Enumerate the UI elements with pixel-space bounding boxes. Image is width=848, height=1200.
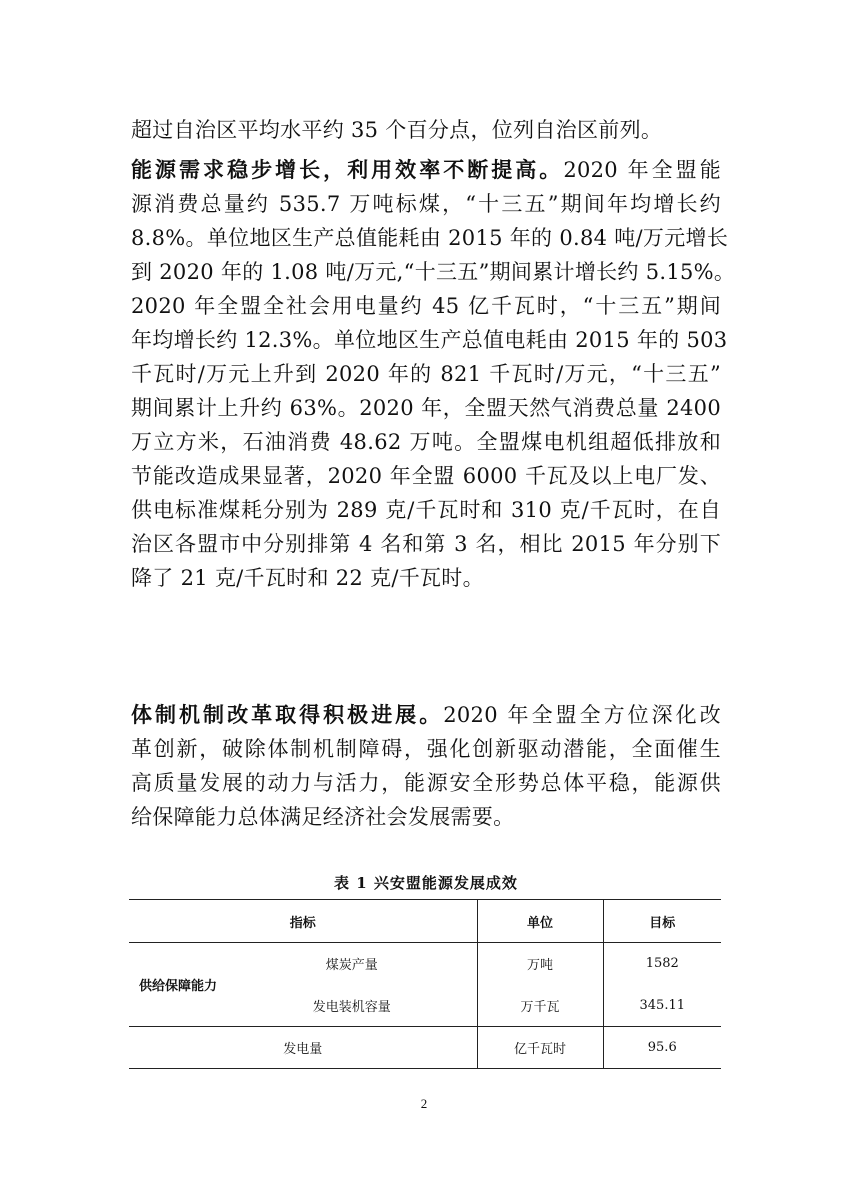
text-line: 年均增长约 12.3%。单位地区生产总值电耗由 2015 年的 503	[131, 328, 728, 352]
unit-cell: 万千瓦	[477, 985, 603, 1027]
energy-achievements-table	[129, 899, 721, 1069]
table-row	[129, 943, 721, 985]
text-line: 超过自治区平均水平约 35 个百分点，位列自治区前列。	[131, 118, 663, 142]
text-line: 千瓦时/万元上升到 2020 年的 821 千瓦时/万元，“十三五”	[131, 362, 721, 386]
paragraph-lead: 体制机制改革取得积极进展。	[131, 702, 444, 727]
category-cell: 供给保障能力	[129, 943, 227, 1027]
indicator-cell: 发电量	[129, 1027, 477, 1069]
header-indicator: 指标	[129, 900, 477, 943]
text-line: 革创新，破除体制机制障碍，强化创新驱动潜能，全面催生	[131, 737, 721, 761]
table-caption: 表 1 兴安盟能源发展成效	[334, 874, 518, 892]
text-line: 到 2020 年的 1.08 吨/万元,“十三五”期间累计增长约 5.15%。	[131, 260, 736, 284]
paragraph-continuation	[131, 113, 721, 147]
paragraph-reform	[131, 698, 721, 834]
table-header-row	[129, 900, 721, 943]
text-line: 万立方米，石油消费 48.62 万吨。全盟煤电机组超低排放和	[131, 430, 721, 454]
page-number: 2	[420, 1096, 428, 1111]
text-line: 降了 21 克/千瓦时和 22 克/千瓦时。	[131, 566, 484, 590]
text-line: 给保障能力总体满足经济社会发展需要。	[131, 805, 515, 829]
text-line: 源消费总量约 535.7 万吨标煤，“十三五”期间年均增长约	[131, 192, 721, 216]
value-cell: 95.6	[603, 1027, 721, 1069]
text-line	[131, 153, 721, 187]
paragraph-lead: 能源需求稳步增长，利用效率不断提高。	[131, 157, 564, 182]
text-line: 8.8%。单位地区生产总值能耗由 2015 年的 0.84 吨/万元增长	[131, 226, 729, 250]
table-row	[129, 1027, 721, 1069]
unit-cell: 亿千瓦时	[477, 1027, 603, 1069]
text-run: 2020 年全盟能	[563, 158, 721, 182]
header-target: 目标	[603, 900, 721, 943]
value-cell: 345.11	[603, 985, 721, 1027]
paragraph-energy-demand	[131, 153, 736, 595]
text-line: 供电标准煤耗分别为 289 克/千瓦时和 310 克/千瓦时，在自	[131, 498, 721, 522]
unit-cell: 万吨	[477, 943, 603, 985]
indicator-cell: 发电装机容量	[227, 985, 477, 1027]
header-unit: 单位	[477, 900, 603, 943]
text-line: 2020 年全盟全社会用电量约 45 亿千瓦时，“十三五”期间	[131, 294, 721, 318]
text-line: 节能改造成果显著，2020 年全盟 6000 千瓦及以上电厂发、	[131, 464, 721, 488]
value-cell: 1582	[645, 956, 679, 972]
text-line: 期间累计上升约 63%。2020 年，全盟天然气消费总量 2400	[131, 396, 721, 420]
text-line	[131, 698, 721, 732]
text-run: 2020 年全盟全方位深化改	[443, 703, 721, 727]
text-line: 高质量发展的动力与活力，能源安全形势总体平稳，能源供	[131, 771, 721, 795]
indicator-cell: 煤炭产量	[325, 958, 378, 974]
text-line: 治区各盟市中分别排第 4 名和第 3 名，相比 2015 年分别下	[131, 532, 721, 556]
